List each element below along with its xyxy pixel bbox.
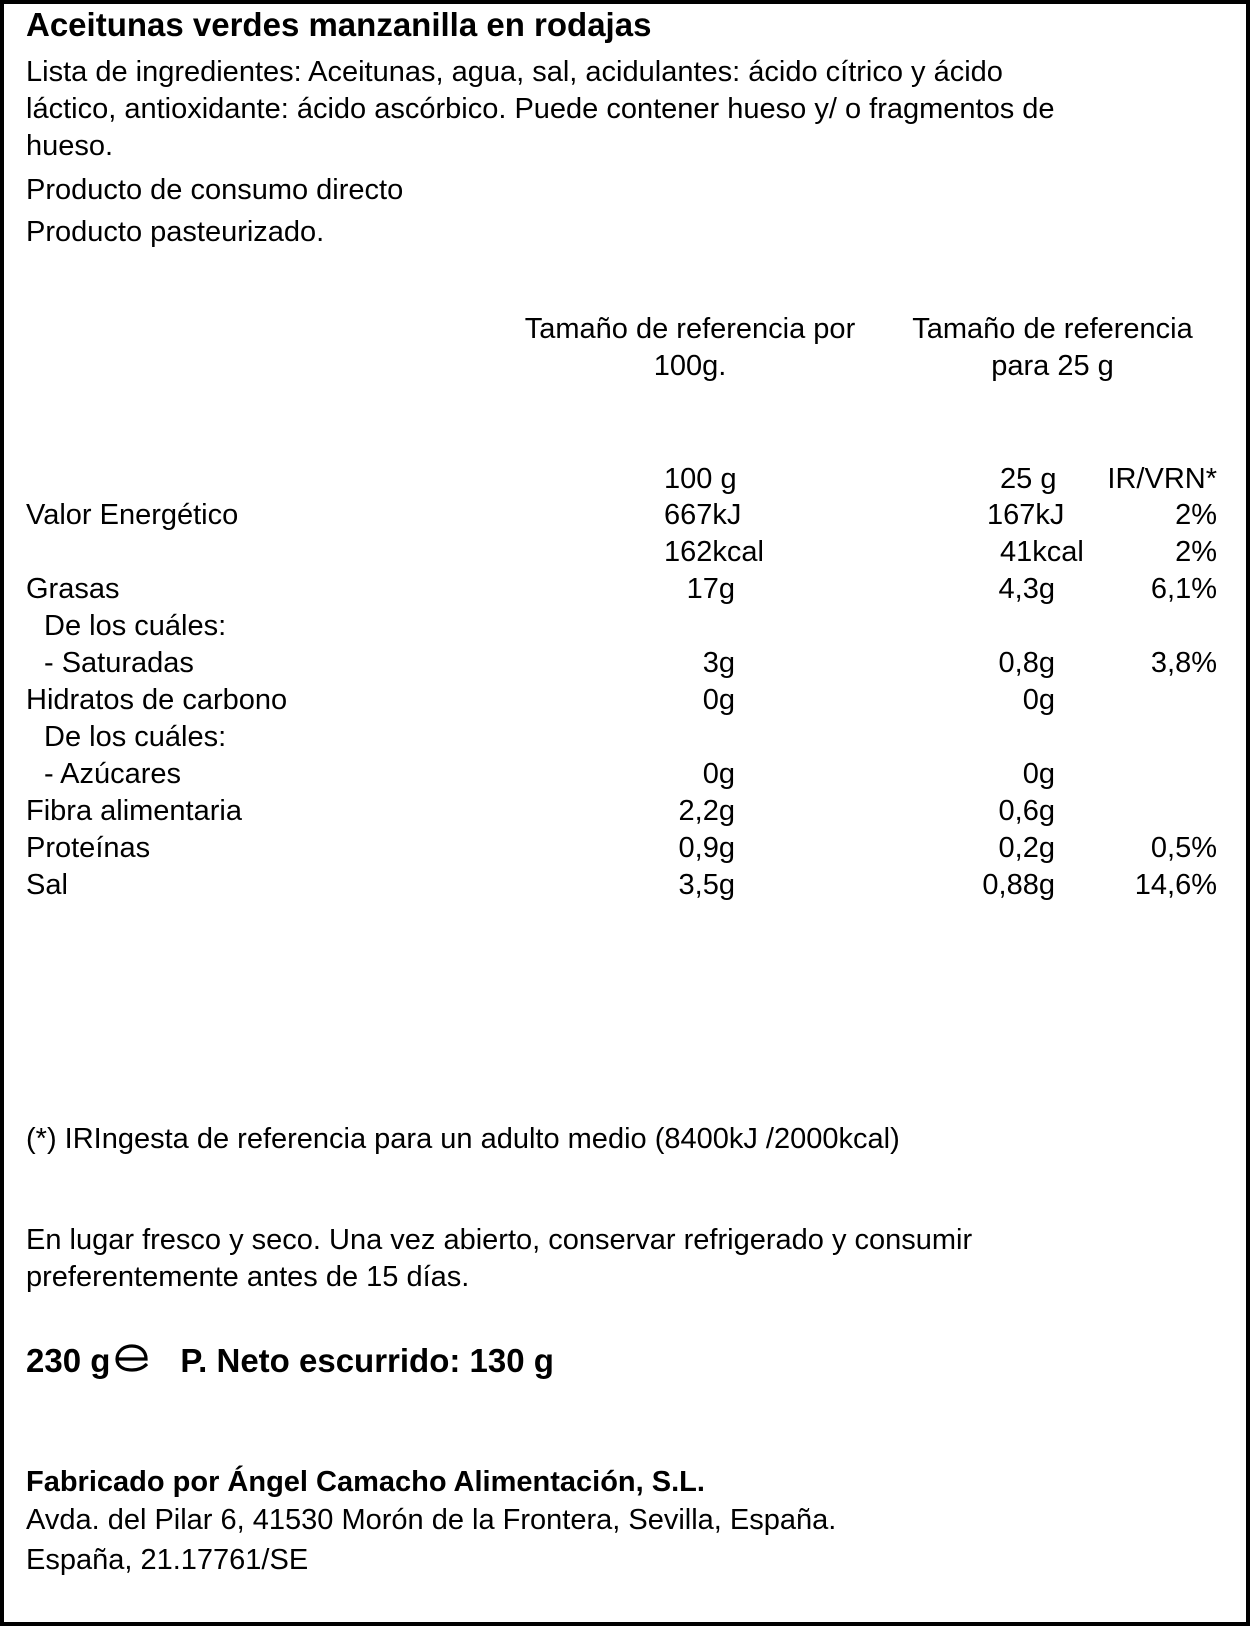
consumption-note: Producto de consumo directo bbox=[26, 174, 404, 206]
row-value-25g: 41kcal bbox=[1000, 536, 1084, 568]
row-value-100g: 17g bbox=[686, 573, 735, 605]
header-25g-line-2: para 25 g bbox=[991, 350, 1114, 382]
header-100g-line-1: Tamaño de referencia por bbox=[524, 313, 856, 345]
ingredients-line-2: láctico, antioxidante: ácido ascórbico. Puede contener hueso y/ o fragmentos de bbox=[26, 93, 1055, 125]
row-value-100g: 0g bbox=[702, 684, 735, 716]
storage-line-1: En lugar fresco y seco. Una vez abierto, conservar refrigerado y consumir bbox=[26, 1224, 973, 1256]
estimated-e-mark-icon bbox=[114, 1342, 150, 1379]
row-value-100g: 162kcal bbox=[664, 536, 764, 568]
pasteurized-note: Producto pasteurizado. bbox=[26, 216, 325, 248]
product-title: Aceitunas verdes manzanilla en rodajas bbox=[26, 6, 652, 43]
row-value-ir: 14,6% bbox=[1134, 869, 1217, 901]
row-label: Grasas bbox=[26, 573, 120, 605]
row-value-25g: 0,8g bbox=[998, 647, 1055, 679]
ingredients-line-3: hueso. bbox=[26, 130, 114, 162]
drained-weight: P. Neto escurrido: 130 g bbox=[180, 1342, 554, 1379]
row-value-ir: 6,1% bbox=[1150, 573, 1217, 605]
ingredients-line-1: Lista de ingredientes: Aceitunas, agua, sal, acidulantes: ácido cítrico y ácido bbox=[26, 56, 1003, 88]
row-value-100g: 0,9g bbox=[678, 832, 735, 864]
manufacturer-address: Avda. del Pilar 6, 41530 Morón de la Frontera, Sevilla, España. bbox=[26, 1504, 837, 1536]
row-value-ir: 2% bbox=[1175, 499, 1217, 531]
row-value-ir: 2% bbox=[1175, 536, 1217, 568]
row-label: Fibra alimentaria bbox=[26, 795, 242, 827]
row-value-25g: 0g bbox=[1022, 684, 1055, 716]
row-value-25g: 0,2g bbox=[998, 832, 1055, 864]
row-value-100g: 0g bbox=[702, 758, 735, 790]
unit-ir-vrn: IR/VRN* bbox=[1107, 463, 1217, 495]
row-value-100g: 3,5g bbox=[678, 869, 735, 901]
footnote: (*) IRIngesta de referencia para un adulto medio (8400kJ /2000kcal) bbox=[26, 1123, 900, 1155]
gross-weight: 230 g bbox=[26, 1342, 111, 1379]
row-label: De los cuáles: bbox=[44, 721, 227, 753]
manufacturer-name: Fabricado por Ángel Camacho Alimentación, S.L. bbox=[26, 1466, 705, 1498]
weight-line bbox=[26, 1342, 554, 1379]
manufacturer-registry: España, 21.17761/SE bbox=[26, 1544, 309, 1576]
row-value-25g: 4,3g bbox=[998, 573, 1055, 605]
row-label: Sal bbox=[26, 869, 68, 901]
row-label: - Saturadas bbox=[44, 647, 194, 679]
row-label: Valor Energético bbox=[26, 499, 239, 531]
row-label: De los cuáles: bbox=[44, 610, 227, 642]
header-25g-line-1: Tamaño de referencia bbox=[912, 313, 1193, 345]
row-value-ir: 3,8% bbox=[1150, 647, 1217, 679]
row-value-100g: 3g bbox=[702, 647, 735, 679]
row-value-25g: 0,88g bbox=[982, 869, 1055, 901]
unit-100g: 100 g bbox=[664, 463, 737, 495]
row-label: - Azúcares bbox=[44, 758, 181, 790]
row-value-25g: 0g bbox=[1022, 758, 1055, 790]
row-value-100g: 667kJ bbox=[664, 499, 742, 531]
row-value-ir: 0,5% bbox=[1150, 832, 1217, 864]
storage-line-2: preferentemente antes de 15 días. bbox=[26, 1261, 470, 1293]
row-label: Proteínas bbox=[26, 832, 151, 864]
row-value-25g: 167kJ bbox=[987, 499, 1065, 531]
row-value-25g: 0,6g bbox=[998, 795, 1055, 827]
row-label: Hidratos de carbono bbox=[26, 684, 288, 716]
header-100g-line-2: 100g. bbox=[653, 350, 727, 382]
unit-25g: 25 g bbox=[1000, 463, 1057, 495]
row-value-100g: 2,2g bbox=[678, 795, 735, 827]
